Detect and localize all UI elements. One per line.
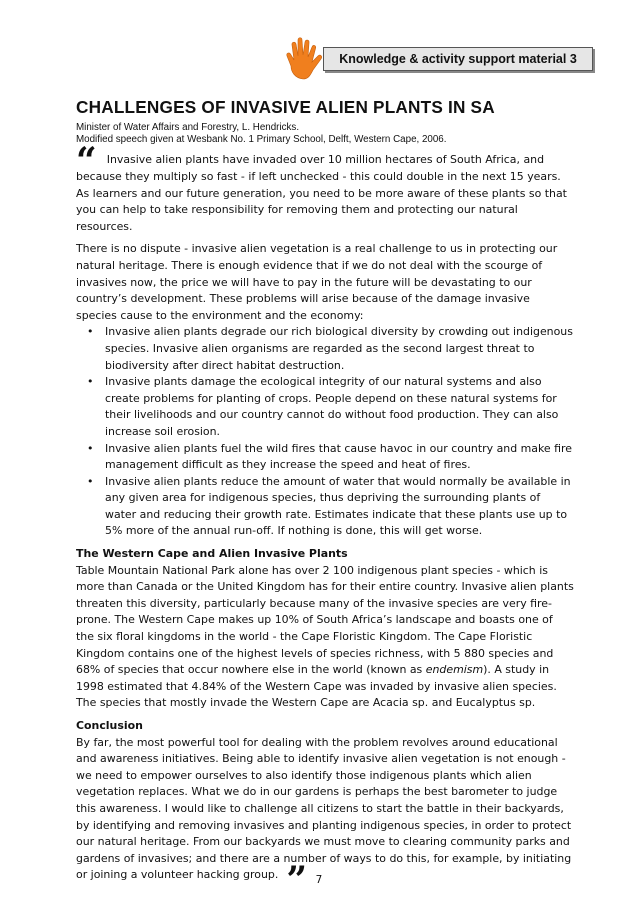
close-quote-mark: ” <box>286 859 308 902</box>
western-cape-text: Table Mountain National Park alone has over 2 100 indigenous plant species - which is more than Canada or the United Kingdom has for their entire country. Invasive alien plants threaten this diversity, particularly because many of the invasive species are very fire-prone. The Western Cape makes up 10% of South Africa’s landscape and boasts one of the six floral kingdoms in the world - the Cape Floristic Kingdom. The Cape Floristic Kingdom contains one of the highest levels of species richness, with 5 880 species and 68% of species that occur nowhere else in the world (known as <box>76 563 574 677</box>
bullet: • <box>87 325 94 339</box>
page-title: CHALLENGES OF INVASIVE ALIEN PLANTS IN SA <box>76 97 495 117</box>
bullet: • <box>87 375 94 389</box>
conclusion-paragraph <box>76 735 574 902</box>
western-cape-text-end: ). A study in 1998 estimated that 4.84% of the Western Cape was invaded by invasive alien species. The species that mostly invade the Western Cape are Acacia sp. and Eucalyptus sp. <box>76 663 557 710</box>
list-item <box>76 441 574 474</box>
source-line-2: Modified speech given at Wesbank No. 1 Primary School, Delft, Western Cape, 2006. <box>76 134 447 145</box>
endemism-term: endemism <box>425 663 484 677</box>
list-item <box>76 474 574 540</box>
problem-list <box>76 324 574 540</box>
header-label: Knowledge & activity support material 3 <box>323 47 593 71</box>
western-cape-heading: The Western Cape and Alien Invasive Plants <box>76 547 348 561</box>
intro-paragraph <box>76 140 574 235</box>
open-quote-mark: “ <box>76 140 97 182</box>
page-number: 7 <box>315 874 323 886</box>
conclusion-text: By far, the most powerful tool for dealing with the problem revolves around educational and awareness initiatives. Being able to identify invasive alien vegetation is not enough - we need to empower ourselves to also identify those indigenous plants which alien vegetation replaces. What we do in our gardens is perhaps the best barometer to judge this awareness. I would like to challenge all citizens to start the battle in their backyards, by identifying and removing invasives and planting indigenous species, in order to protect our natural heritage. From our backyards we must move to clearing community parks and gardens of invasives; and there are a number of ways to do this, for example, by initiating or joining a volunteer hacking group. <box>76 735 572 882</box>
bullet: • <box>87 474 94 488</box>
conclusion-heading: Conclusion <box>76 719 143 732</box>
bullet-text: Invasive plants damage the ecological integrity of our natural systems and also create problems for planting of crops. People depend on these natural systems for their livelihoods and our country cannot do without food production. They can also increase soil erosion. <box>105 375 559 438</box>
bullet: • <box>87 441 94 455</box>
list-item <box>76 374 574 440</box>
problem-paragraph: There is no dispute - invasive alien vegetation is a real challenge to us in protecting our natural heritage. There is enough evidence that if we do not deal with the scourge of invasives now, the price we will have to pay in the future will be devastating to our country’s development. These problems will arise because of the damage invasive species cause to the environment and the economy: <box>76 242 558 322</box>
article-body <box>76 140 574 902</box>
list-item <box>76 324 574 374</box>
bullet-text: Invasive alien plants fuel the wild fires that cause havoc in our country and make fire management difficult as they increase the speed and heat of fires. <box>105 441 573 472</box>
hand-icon <box>281 36 329 80</box>
source-line-1: Minister of Water Affairs and Forestry, L. Hendricks. <box>76 122 300 133</box>
bullet-text: Invasive alien plants degrade our rich biological diversity by crowding out indigenous species. Invasive alien organisms are regarded as the second largest threat to biodiversity after direct habitat destruction. <box>105 325 573 372</box>
intro-text: Invasive alien plants have invaded over 10 million hectares of South Africa, and because they multiply so fast - if left unchecked - this could double in the next 15 years. As learners and our future generation, you need to be more aware of these plants so that you can help to take responsibility for removing them and protecting our natural resources. <box>76 153 567 233</box>
bullet-text: Invasive alien plants reduce the amount of water that would normally be available in any given area for indigenous species, thus depriving the surrounding plants of water and reducing their growth rate. Estimates indicate that these plants use up to 5% more of the annual run-off. If nothing is done, this will get worse. <box>105 474 571 538</box>
western-cape-paragraph <box>76 563 574 712</box>
